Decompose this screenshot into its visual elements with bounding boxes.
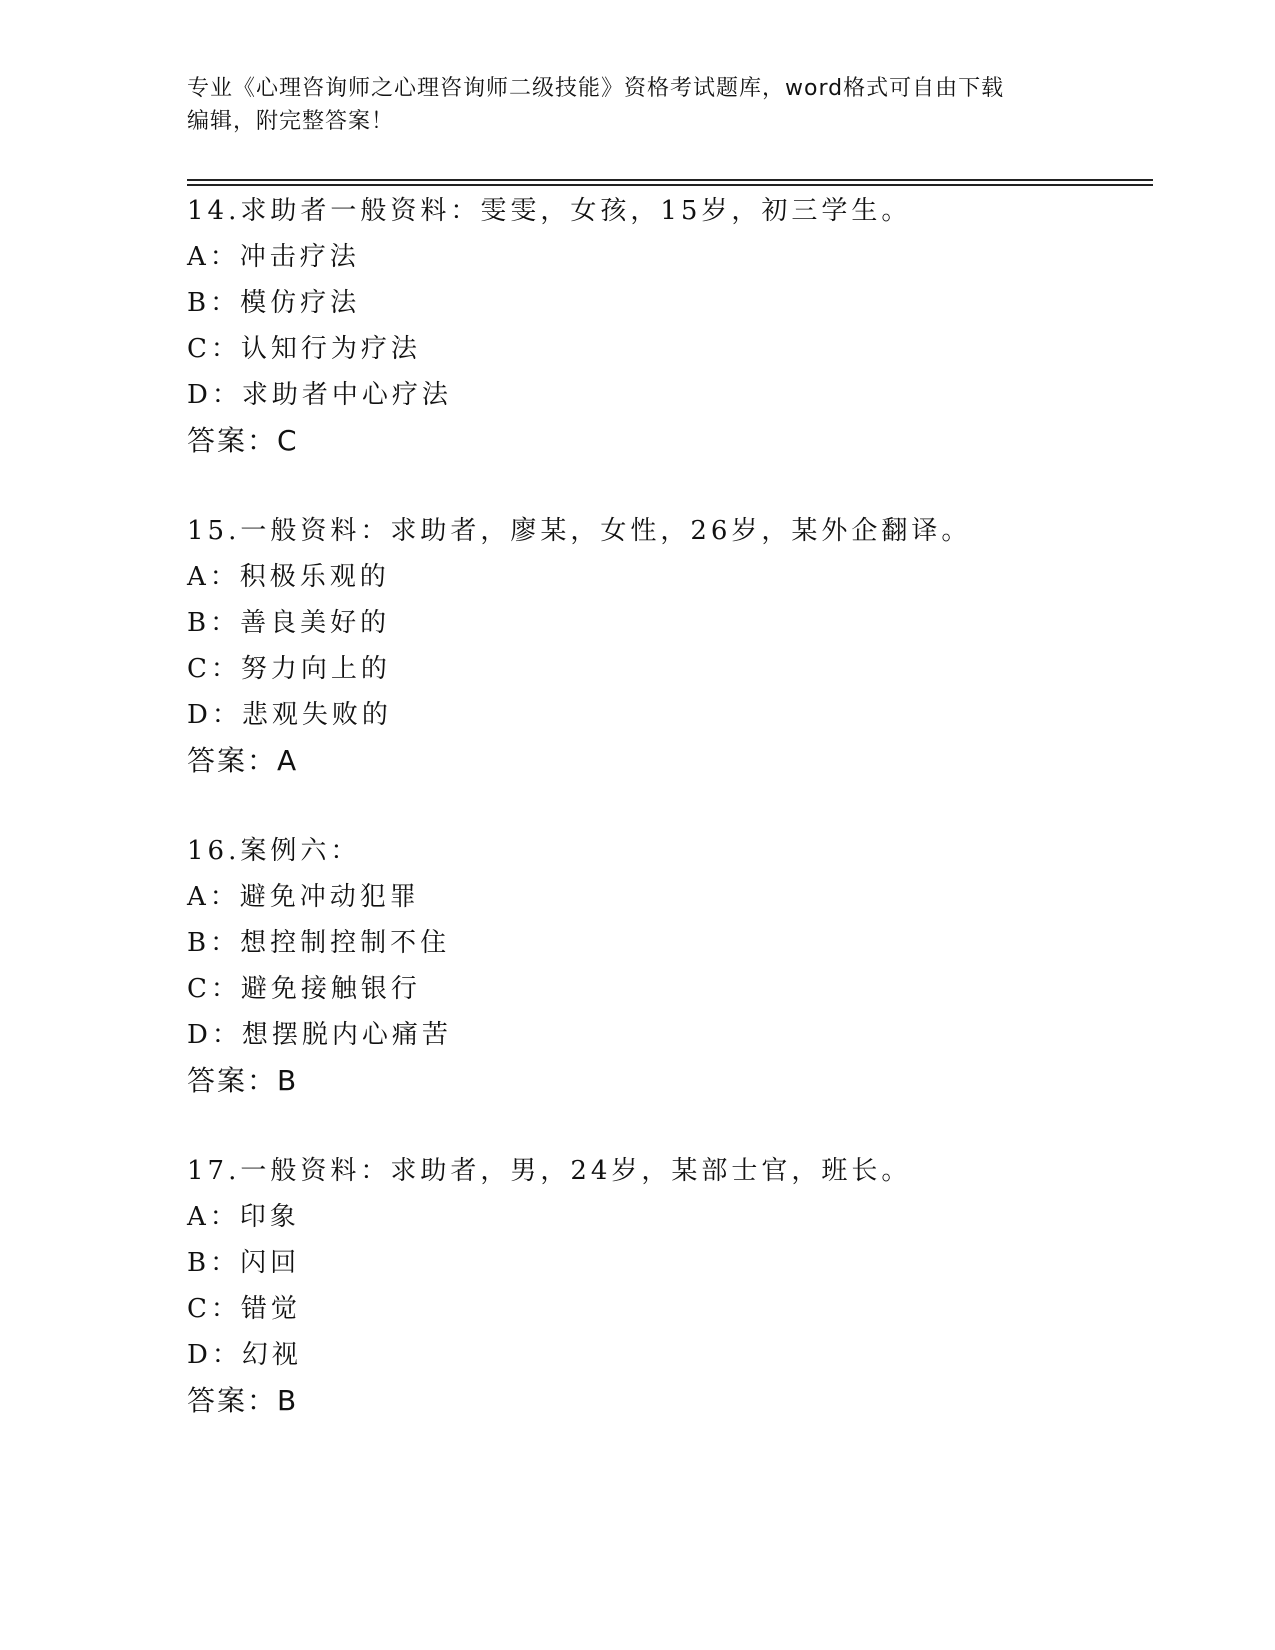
question-list <box>187 188 1153 1468</box>
question-14 <box>187 188 1153 508</box>
question-17 <box>187 1148 1153 1468</box>
option-d: D：求助者中心疗法 <box>187 380 452 410</box>
header-divider-top <box>187 179 1153 181</box>
question-16 <box>187 828 1153 1148</box>
option-b: B：善良美好的 <box>187 608 391 638</box>
question-stem: 16.案例六： <box>187 836 361 866</box>
option-b: B：想控制控制不住 <box>187 928 451 958</box>
document-header <box>187 72 1087 138</box>
option-c: C：避免接触银行 <box>187 974 421 1004</box>
option-a: A：避免冲动犯罪 <box>187 882 420 912</box>
header-line-1: 专业《心理咨询师之心理咨询师二级技能》资格考试题库，word格式可自由下载 <box>187 76 1005 101</box>
option-c: C：错觉 <box>187 1294 301 1324</box>
header-divider-bottom <box>187 184 1153 186</box>
option-d: D：想摆脱内心痛苦 <box>187 1020 452 1050</box>
option-d: D：悲观失败的 <box>187 700 392 730</box>
option-b: B：模仿疗法 <box>187 288 361 318</box>
option-d: D：幻视 <box>187 1340 302 1370</box>
answer-label: 答案：C <box>187 424 299 457</box>
option-b: B：闪回 <box>187 1248 301 1278</box>
option-c: C：认知行为疗法 <box>187 334 421 364</box>
answer-label: 答案：B <box>187 1064 299 1097</box>
option-a: A：印象 <box>187 1202 300 1232</box>
option-a: A：冲击疗法 <box>187 242 360 272</box>
question-stem: 15.一般资料：求助者，廖某，女性，26岁，某外企翻译。 <box>187 516 972 546</box>
header-line-2: 编辑，附完整答案！ <box>187 109 395 134</box>
question-stem: 14.求助者一般资料：雯雯，女孩，15岁，初三学生。 <box>187 196 912 226</box>
question-stem: 17.一般资料：求助者，男，24岁，某部士官，班长。 <box>187 1156 912 1186</box>
answer-label: 答案：A <box>187 744 299 777</box>
question-15 <box>187 508 1153 828</box>
option-c: C：努力向上的 <box>187 654 391 684</box>
option-a: A：积极乐观的 <box>187 562 390 592</box>
answer-label: 答案：B <box>187 1384 299 1417</box>
